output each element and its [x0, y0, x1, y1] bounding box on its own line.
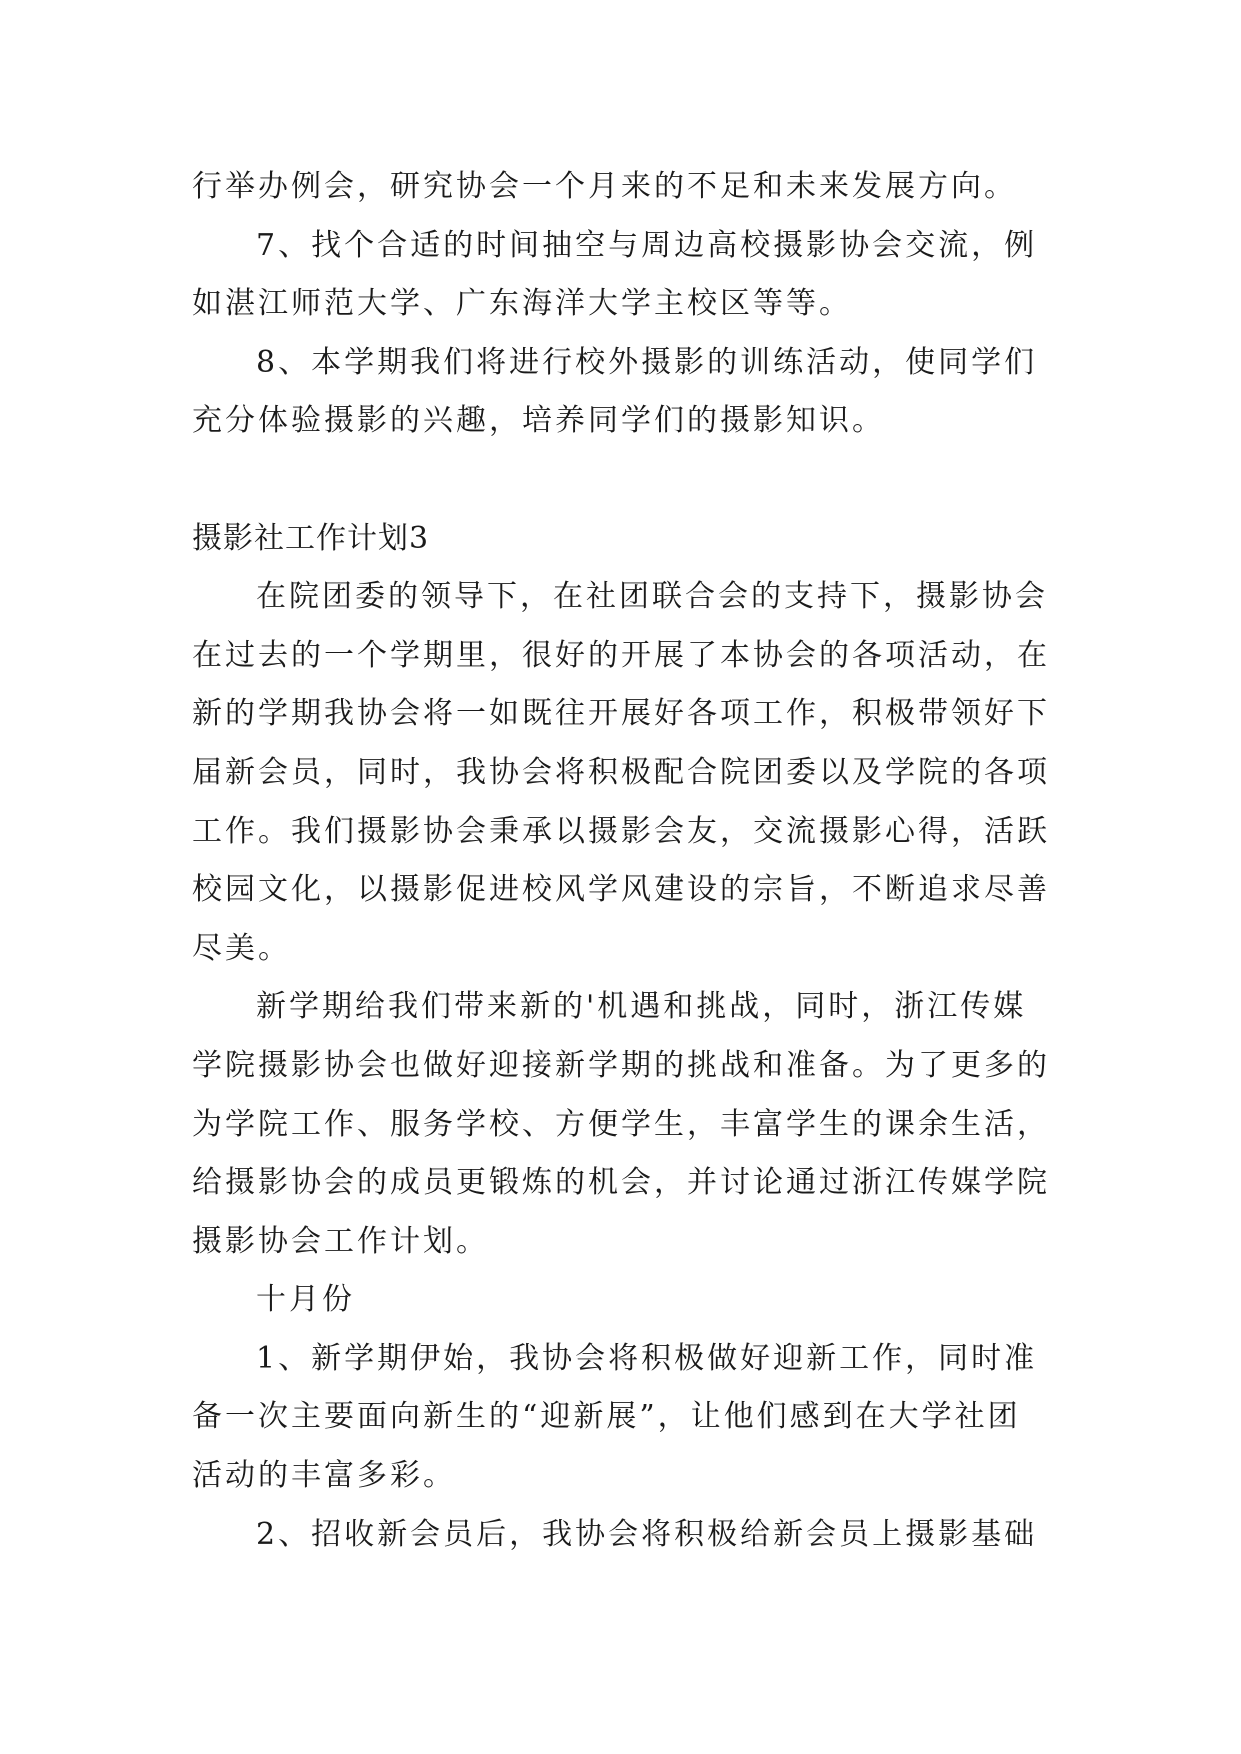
text-line: 摄影协会工作计划。 — [192, 1223, 489, 1259]
text-line: 新学期给我们带来新的'机遇和挑战，同时，浙江传媒 — [256, 989, 1027, 1025]
text-line: 校园文化，以摄影促进校风学风建设的宗旨，不断追求尽善 — [192, 872, 1050, 908]
section-gap — [192, 451, 1052, 510]
text-line: 在过去的一个学期里，很好的开展了本协会的各项活动，在 — [192, 637, 1050, 673]
text-line: 在院团委的领导下，在社团联合会的支持下，摄影协会 — [256, 579, 1048, 615]
text-line: 充分体验摄影的兴趣，培养同学们的摄影知识。 — [192, 403, 885, 439]
text-line: 工作。我们摄影协会秉承以摄影会友，交流摄影心得，活跃 — [192, 813, 1050, 849]
text-line: 如湛江师范大学、广东海洋大学主校区等等。 — [192, 286, 852, 322]
text-line: 新的学期我协会将一如既往开展好各项工作，积极带领好下 — [192, 696, 1050, 732]
section-heading: 摄影社工作计划3 — [192, 520, 430, 556]
text-line: 7、找个合适的时间抽空与周边高校摄影协会交流，例 — [256, 227, 1038, 263]
text-line: 为学院工作、服务学校、方便学生，丰富学生的课余生活， — [192, 1106, 1050, 1142]
text-line: 届新会员，同时，我协会将积极配合院团委以及学院的各项 — [192, 754, 1050, 790]
text-line: 备一次主要面向新生的“迎新展”，让他们感到在大学社团 — [192, 1399, 1021, 1435]
text-line: 尽美。 — [192, 930, 291, 966]
text-line: 学院摄影协会也做好迎接新学期的挑战和准备。为了更多的 — [192, 1047, 1050, 1083]
document-body — [192, 158, 1052, 1564]
text-line: 活动的丰富多彩。 — [192, 1458, 456, 1494]
text-line: 2、招收新会员后，我协会将积极给新会员上摄影基础 — [256, 1516, 1038, 1552]
text-line: 1、新学期伊始，我协会将积极做好迎新工作，同时准 — [256, 1340, 1038, 1376]
text-line: 8、本学期我们将进行校外摄影的训练活动，使同学们 — [256, 344, 1038, 380]
text-line: 行举办例会，研究协会一个月来的不足和未来发展方向。 — [192, 169, 1017, 204]
text-line: 十月份 — [256, 1282, 355, 1318]
text-line: 给摄影协会的成员更锻炼的机会，并讨论通过浙江传媒学院 — [192, 1165, 1050, 1201]
